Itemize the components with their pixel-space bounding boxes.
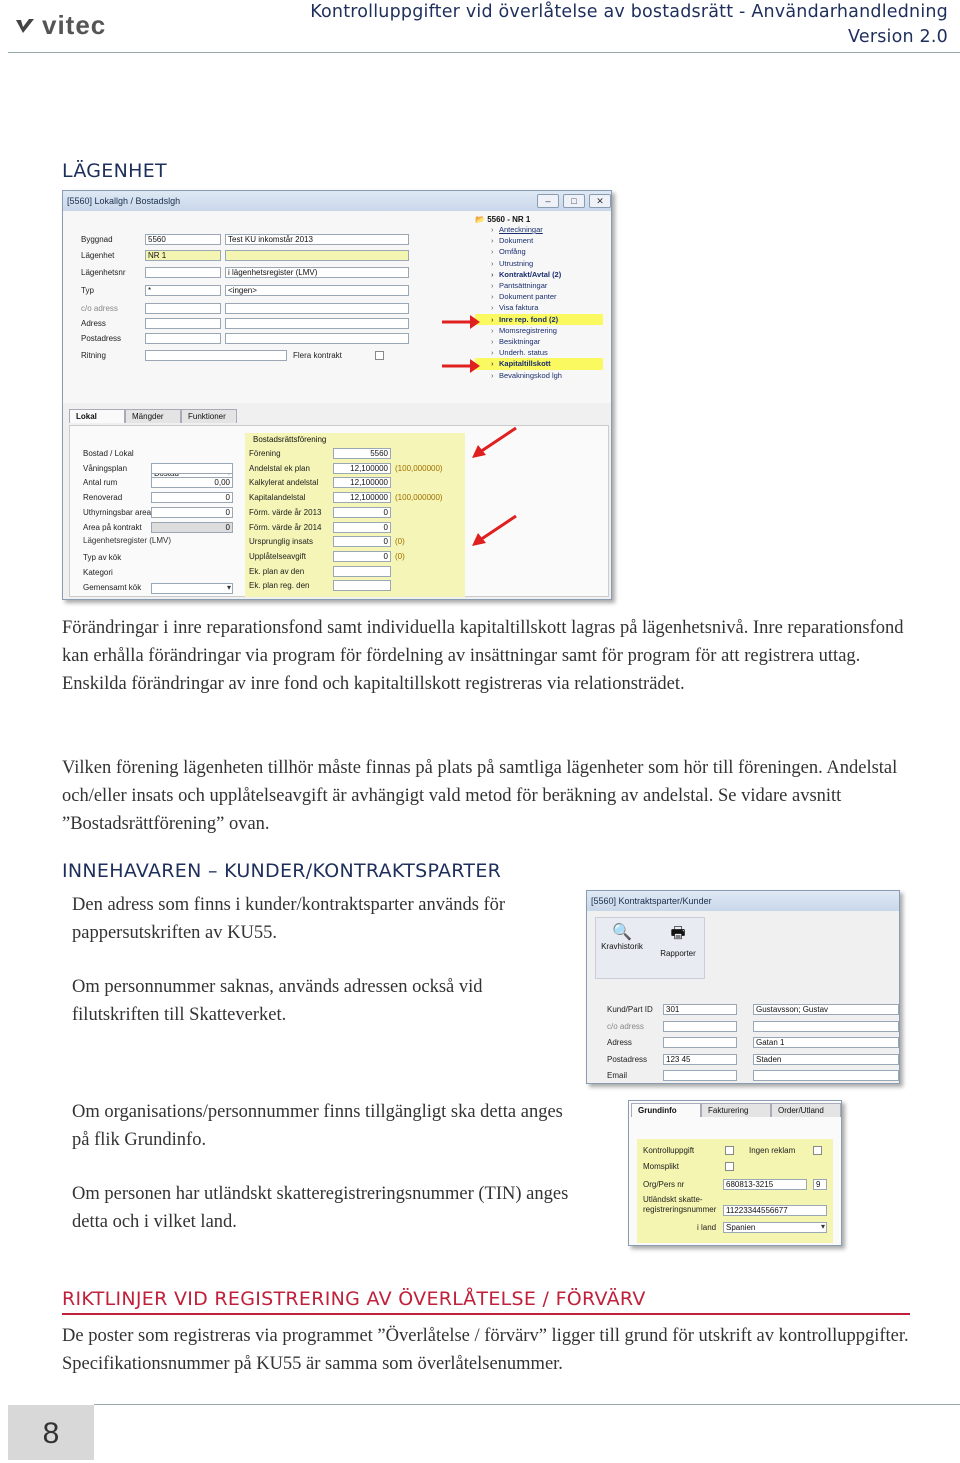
tab-strip xyxy=(69,409,237,423)
brand-name: vitec xyxy=(42,10,107,40)
window-title: [5560] Lokallgh / Bostadslgh xyxy=(67,196,181,206)
field-label: Förm. värde år 2013 xyxy=(249,507,322,517)
red-arrow-icon xyxy=(440,356,480,376)
document-version: Version 2.0 xyxy=(848,27,948,47)
field-label: Typ xyxy=(81,286,94,295)
field-input[interactable]: 0 xyxy=(333,551,391,562)
field-input[interactable] xyxy=(145,267,221,278)
tree-item[interactable]: › Inre rep. fond (2) xyxy=(475,314,603,325)
tin-label-2: registreringsnummer xyxy=(643,1205,717,1214)
red-arrow-icon xyxy=(468,424,520,460)
field-label: c/o adress xyxy=(81,304,118,313)
field-label: Andelstal ek plan xyxy=(249,463,310,473)
tab-mängder[interactable]: Mängder xyxy=(125,409,181,423)
field-input[interactable] xyxy=(663,1021,737,1032)
org-pers-check-digit[interactable]: 9 xyxy=(813,1179,827,1190)
field-extra: (0) xyxy=(395,537,405,547)
tree-item[interactable]: › Visa faktura xyxy=(475,302,603,313)
maximize-button[interactable]: □ xyxy=(563,194,585,208)
field-input-2[interactable]: Test KU inkomstår 2013 xyxy=(225,234,409,245)
tab-funktioner[interactable]: Funktioner xyxy=(181,409,237,423)
field-input-2[interactable] xyxy=(225,318,409,329)
section-heading-innehavaren: INNEHAVAREN – KUNDER/KONTRAKTSPARTER xyxy=(62,860,502,882)
field-input[interactable]: 12,100000 xyxy=(333,492,391,503)
tree-item[interactable]: › Kontrakt/Avtal (2) xyxy=(475,269,603,280)
field-label: Kund/Part ID xyxy=(607,1005,653,1014)
ingen-reklam-label: Ingen reklam xyxy=(749,1146,796,1155)
paragraph-innehavaren-3: Om organisations/personnummer finns tillgängligt ska detta anges på flik Grundinfo. xyxy=(72,1102,563,1150)
vitec-logo-icon xyxy=(14,15,36,37)
field-input[interactable]: 0 xyxy=(333,536,391,547)
field-input-2[interactable]: Gatan 1 xyxy=(753,1037,899,1048)
field-input-2[interactable]: Gustavsson; Gustav xyxy=(753,1004,899,1015)
field-input[interactable]: 0 xyxy=(333,507,391,518)
field-input[interactable]: 5560 xyxy=(333,448,391,459)
tree-item[interactable]: › Anteckningar xyxy=(475,224,603,235)
field-input-2[interactable] xyxy=(225,333,409,344)
flera-kontrakt-checkbox[interactable] xyxy=(375,351,384,360)
momsplikt-checkbox[interactable] xyxy=(725,1162,734,1171)
tree-item[interactable]: › Dokument xyxy=(475,235,603,246)
field-label: Ritning xyxy=(81,351,106,360)
ingen-reklam-checkbox[interactable] xyxy=(813,1146,822,1155)
tab-order-utland[interactable]: Order/Utland xyxy=(771,1103,841,1117)
footer-divider xyxy=(94,1404,960,1405)
relation-tree xyxy=(475,215,603,381)
tree-item[interactable]: › Kapitaltillskott xyxy=(475,358,603,369)
tree-item[interactable]: › Pantsättningar xyxy=(475,280,603,291)
field-label: Kalkylerat andelstal xyxy=(249,478,319,488)
tab-strip xyxy=(631,1103,841,1117)
page-number: 8 xyxy=(8,1405,94,1460)
field-select[interactable] xyxy=(151,583,233,594)
field-label: Uthyrningsbar area xyxy=(83,507,152,517)
field-input-2[interactable]: i lägenhetsregister (LMV) xyxy=(225,267,409,278)
field-label: Förm. värde år 2014 xyxy=(249,522,322,532)
paragraph-innehavaren-1: Den adress som finns i kunder/kontraktsparter används för pappersutskriften av KU55. xyxy=(72,895,506,943)
field-label: Ek. plan av den xyxy=(249,566,305,576)
toolbar xyxy=(595,917,705,979)
field-label: Typ av kök xyxy=(83,553,122,562)
field-input[interactable] xyxy=(663,1037,737,1048)
field-input[interactable]: 12,100000 xyxy=(333,463,391,474)
field-extra: (100,000000) xyxy=(395,463,443,473)
window-titlebar xyxy=(587,891,899,911)
search-money-icon: 🔍 xyxy=(612,924,632,941)
paragraph-riktlinjer: De poster som registreras via programmet ”Överlåtelse / förvärv” ligger till grund för utskrift av kontrolluppgifter. Specifikationsnummer på KU55 är samma som överlåtelsenummer. xyxy=(62,1326,909,1374)
field-label: Email xyxy=(607,1071,628,1080)
field-input[interactable] xyxy=(145,303,221,314)
tin-input[interactable]: 11223344556677 xyxy=(723,1205,827,1216)
kontrolluppgift-checkbox[interactable] xyxy=(725,1146,734,1155)
field-input[interactable]: 301 xyxy=(663,1004,737,1015)
field-label: Area på kontrakt xyxy=(83,522,142,532)
field-label: Lägenhet xyxy=(81,251,115,260)
window-titlebar xyxy=(63,191,611,211)
tab-fakturering[interactable]: Fakturering xyxy=(701,1103,771,1117)
field-input-2[interactable]: <ingen> xyxy=(225,285,409,296)
field-label: Postadress xyxy=(81,334,122,343)
kontrolluppgift-label: Kontrolluppgift xyxy=(643,1146,695,1155)
window-grundinfo xyxy=(628,1100,842,1246)
field-label: Ursprunglig insats xyxy=(249,537,314,547)
field-label: Lägenhetsnr xyxy=(81,268,126,277)
paragraph-lagenhet-2: Vilken förening lägenheten tillhör måste finnas på plats på samtliga lägenheter som hör till föreningen. Andelstal och/eller insats och upplåtelseavgift är avhängigt vald metod för beräkning av andelstal. Se vidare avsnitt ”Bostadsrättförening” ovan. xyxy=(62,758,898,834)
field-input[interactable]: 5560 xyxy=(145,234,221,245)
tab-grundinfo[interactable]: Grundinfo xyxy=(631,1103,701,1117)
field-input[interactable] xyxy=(333,580,391,591)
rapporter-button[interactable]: 🖶 Rapporter xyxy=(656,922,700,958)
kravhistorik-button[interactable]: 🔍 Kravhistorik xyxy=(601,924,643,951)
field-label: Kapitalandelstal xyxy=(249,493,306,503)
tree-item[interactable]: › Bevakningskod lgh xyxy=(475,370,603,381)
tin-label-1: Utländskt skatte- xyxy=(643,1195,703,1204)
window-lokallgh xyxy=(62,190,612,600)
document-title xyxy=(310,0,948,50)
field-input[interactable]: 12,100000 xyxy=(333,477,391,488)
red-arrow-icon xyxy=(440,312,480,332)
tree-item[interactable]: › Omfång xyxy=(475,246,603,257)
field-label: Adress xyxy=(81,319,106,328)
field-label: c/o adress xyxy=(607,1021,644,1031)
field-input-2[interactable] xyxy=(753,1021,899,1032)
minimize-button[interactable]: – xyxy=(537,194,559,208)
flera-kontrakt-label: Flera kontrakt xyxy=(293,351,342,360)
field-label: Renoverad xyxy=(83,493,123,503)
field-label: Byggnad xyxy=(81,235,113,244)
field-input[interactable]: NR 1 xyxy=(145,250,221,261)
lmv-group-label: Lägenhetsregister (LMV) xyxy=(83,536,172,545)
window-title: [5560] Kontraktsparter/Kunder xyxy=(591,896,712,906)
field-label: Våningsplan xyxy=(83,463,128,473)
tree-item[interactable]: › Dokument panter xyxy=(475,291,603,302)
org-pers-input[interactable]: 680813-3215 xyxy=(723,1179,807,1190)
field-input[interactable]: * xyxy=(145,285,221,296)
field-input[interactable] xyxy=(145,318,221,329)
land-label: i land xyxy=(697,1223,717,1232)
paragraph-lagenhet-1: Förändringar i inre reparationsfond samt individuella kapitaltillskott lagras på lägenhetsnivå. Inre reparationsfond kan erhålla förändringar via program för fördelning av insättningar samt för program för att registrera uttag. Enskilda förändringar av inre fond och kapitaltillskott registreras via relationsträdet. xyxy=(62,618,904,694)
window-kontraktsparter xyxy=(586,890,900,1084)
paragraph-innehavaren-2: Om personnummer saknas, används adressen också vid filutskriften till Skatteverket. xyxy=(72,977,483,1025)
field-input[interactable]: 0 xyxy=(333,522,391,533)
field-input[interactable] xyxy=(145,350,287,361)
field-input[interactable] xyxy=(663,1070,737,1081)
document-title-text: Kontrolluppgifter vid överlåtelse av bostadsrätt - Användarhandledning xyxy=(310,2,948,22)
field-label: Upplåtelseavgift xyxy=(249,551,306,561)
field-label: Förening xyxy=(249,449,281,458)
land-select[interactable]: Spanien ▾ xyxy=(723,1222,827,1233)
section-divider xyxy=(62,1313,910,1315)
field-input-2[interactable] xyxy=(225,250,409,261)
close-button[interactable]: ✕ xyxy=(589,194,611,208)
tab-lokal[interactable]: Lokal xyxy=(69,409,125,423)
field-input-2[interactable]: Staden xyxy=(753,1054,899,1065)
field-input[interactable]: 123 45 xyxy=(663,1054,737,1065)
section-heading-lagenhet: LÄGENHET xyxy=(62,160,167,182)
field-input[interactable]: 0 xyxy=(151,522,233,533)
field-label: Adress xyxy=(607,1038,632,1047)
field-input-2[interactable] xyxy=(225,303,409,314)
org-pers-label: Org/Pers nr xyxy=(643,1180,685,1189)
field-input[interactable]: 0,00 xyxy=(151,477,233,488)
tree-item[interactable]: › Underh. status xyxy=(475,347,603,358)
field-input[interactable] xyxy=(145,333,221,344)
field-input[interactable]: 0 xyxy=(151,507,233,518)
field-input[interactable] xyxy=(151,463,233,474)
red-arrow-icon xyxy=(468,512,520,548)
momsplikt-label: Momsplikt xyxy=(643,1162,680,1171)
tree-item[interactable]: › Utrustning xyxy=(475,258,603,269)
header-divider xyxy=(8,52,960,53)
tree-item[interactable]: › Besiktningar xyxy=(475,336,603,347)
tree-item[interactable]: › Momsregistrering xyxy=(475,325,603,336)
brf-group-label: Bostadsrättsförening xyxy=(253,435,327,444)
field-label: Antal rum xyxy=(83,478,118,488)
field-extra: (0) xyxy=(395,551,405,561)
field-label: Ek. plan reg. den xyxy=(249,581,310,591)
printer-icon: 🖶 xyxy=(670,925,686,942)
section-heading-riktlinjer: RIKTLINJER VID REGISTRERING AV ÖVERLÅTELSE / FÖRVÄRV xyxy=(62,1288,646,1310)
field-extra: (100,000000) xyxy=(395,493,443,503)
field-input[interactable] xyxy=(333,566,391,577)
field-label: Gemensamt kök xyxy=(83,583,142,592)
tree-root[interactable]: 📂 5560 - NR 1 xyxy=(475,215,531,224)
field-label: Bostad / Lokal xyxy=(83,449,134,458)
vitec-logo xyxy=(14,10,106,41)
field-label: Kategori xyxy=(83,568,113,577)
field-label: Postadress xyxy=(607,1054,648,1064)
field-input-2[interactable] xyxy=(753,1070,899,1081)
field-input[interactable]: 0 xyxy=(151,492,233,503)
paragraph-innehavaren-4: Om personen har utländskt skatteregistreringsnummer (TIN) anges detta och i vilket land. xyxy=(72,1184,569,1232)
